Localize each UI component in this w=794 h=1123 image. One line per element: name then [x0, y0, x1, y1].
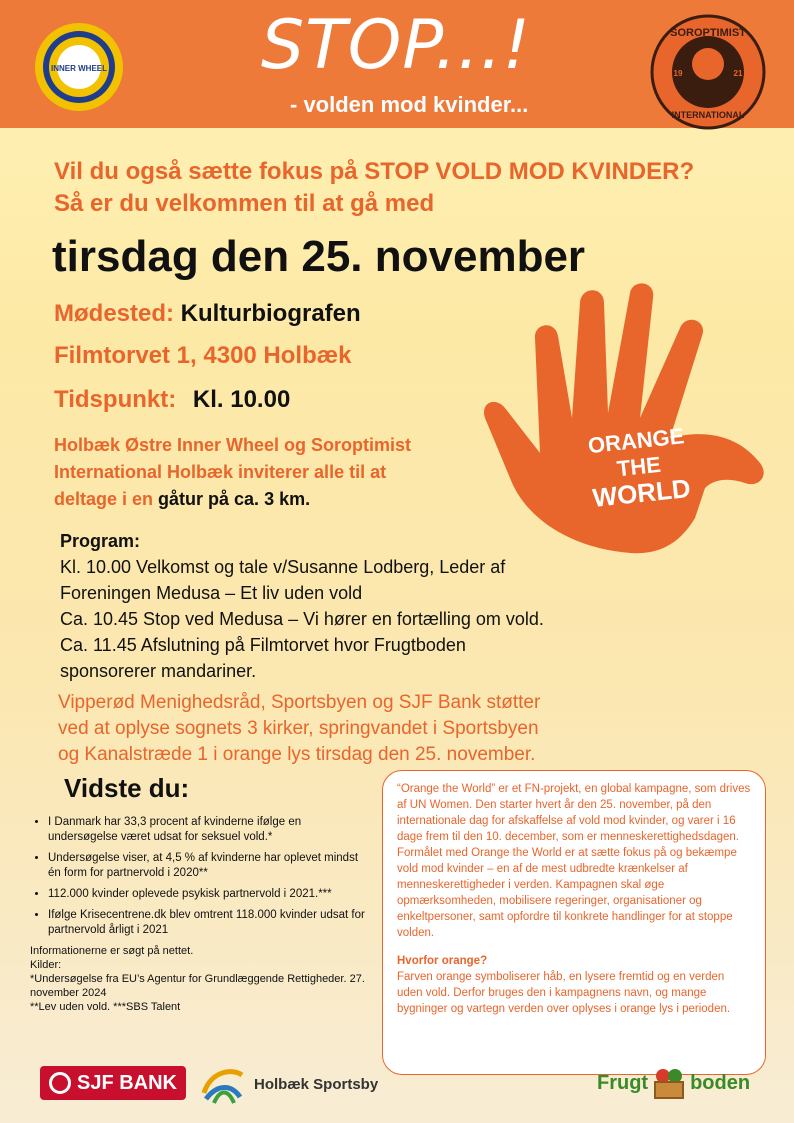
headline-line-2: Så er du velkommen til at gå med — [54, 190, 435, 217]
program — [60, 528, 660, 684]
frugtboden-name-1: Frugt — [597, 1071, 649, 1094]
fruit-crate-icon — [652, 1066, 686, 1100]
hand-text-line-2: THE — [615, 451, 662, 482]
orange-the-world-info-box — [382, 770, 766, 1075]
info-paragraph-2: Farven orange symboliserer håb, en lysere fremtid og en verden uden vold. Derfor bruges den i kampagnens navn, og mange bygninger og vartegn verden over oplyses i orange lys i perioden. — [397, 971, 731, 1015]
venue-address: Filmtorvet 1, 4300 Holbæk — [54, 342, 352, 369]
note-line: **Lev uden vold. ***SBS Talent — [30, 1001, 181, 1013]
support-line: ved at oplyse sognets 3 kirker, springvandet i Sportsbyen — [58, 718, 539, 739]
program-line: Ca. 11.45 Afslutning på Filmtorvet hvor Frugtboden — [60, 635, 466, 655]
headline — [54, 156, 694, 220]
sjf-bank-name: SJF BANK — [76, 1071, 177, 1094]
support-line: og Kanalstræde 1 i orange lys tirsdag den 25. november. — [58, 744, 536, 765]
venue-label: Mødested: — [54, 300, 174, 327]
facts-notes — [30, 944, 370, 1014]
program-title: Program: — [60, 531, 141, 551]
holbaek-sportsby-logo — [200, 1062, 378, 1106]
program-line: Ca. 10.45 Stop ved Medusa – Vi hører en fortælling om vold. — [60, 609, 544, 629]
sjf-bank-logo — [40, 1066, 186, 1100]
soroptimist-logo — [650, 14, 766, 130]
invitation-text — [54, 432, 474, 513]
time-line — [54, 386, 290, 414]
venue-line — [54, 300, 361, 328]
info-paragraph-1: “Orange the World” er et FN-projekt, en global kampagne, som drives af UN Women. Den starter hvert år den 25. november, på den internationale dag for afskaffelse af vold mod kvinder, og varer i 16 dage frem til den 10. december, som er menneskerettighedsdagen. Formålet med Orange the World er at sætte fokus på og bekæmpe vold mod kvinder – en af de mest udbredte krænkelser af menneskerettigheder i verden. Kampagnen skal øge opmærksomheden, mobilisere regeringer, organisationer og enkeltpersoner, samt opfordre til konkrete handlinger for at stoppe volden. — [397, 783, 751, 939]
page-title: STOP...! — [261, 6, 531, 85]
venue-name: Kulturbiografen — [180, 300, 361, 327]
page-subtitle: - volden mod kvinder... — [290, 92, 529, 117]
hand-text-line-1: ORANGE — [586, 423, 686, 459]
invitation-line-2: International Holbæk inviterer alle til at — [54, 462, 387, 482]
support-text — [58, 690, 618, 768]
invitation-line-3-black: gåtur på ca. 3 km. — [158, 489, 311, 509]
program-line: sponsorerer mandariner. — [60, 661, 257, 681]
inner-wheel-logo — [34, 22, 124, 112]
time-label: Tidspunkt: — [54, 386, 177, 413]
header-banner — [0, 0, 794, 128]
fact-item: • 112.000 kvinder oplevede psykisk partnervold i 2021.*** — [48, 887, 370, 902]
support-line: Vipperød Menighedsråd, Sportsbyen og SJF Bank støtter — [58, 692, 541, 713]
fact-item: • I Danmark har 33,3 procent af kvinderne ifølge en undersøgelse været udsat for seksuel vold.* — [48, 815, 370, 845]
invitation-line-1: Holbæk Østre Inner Wheel og Soroptimist — [54, 435, 412, 455]
note-line: Informationerne er søgt på nettet. — [30, 945, 194, 957]
frugtboden-name-2: boden — [690, 1071, 751, 1094]
invitation-line-3-orange: deltage i en — [54, 489, 159, 509]
facts-title: Vidste du: — [64, 773, 190, 803]
inner-wheel-logo-text: INNER WHEEL — [51, 64, 107, 73]
orange-hand-icon — [480, 278, 770, 558]
hand-text-line-3: WORLD — [591, 472, 692, 513]
program-line: Foreningen Medusa – Et liv uden vold — [60, 583, 363, 603]
time-value: Kl. 10.00 — [192, 386, 291, 413]
soroptimist-year-left: 19 — [673, 69, 683, 78]
soroptimist-logo-top-text: SOROPTIMIST — [670, 27, 746, 39]
frugtboden-logo — [597, 1066, 750, 1100]
note-line: *Undersøgelse fra EU’s Agentur for Grundlæggende Rettigheder. 27. november 2024 — [30, 973, 365, 999]
info-heading: Hvorfor orange? — [397, 955, 488, 967]
headline-line-1: Vil du også sætte fokus på STOP VOLD MOD KVINDER? — [54, 158, 695, 185]
soroptimist-logo-bottom-text: INTERNATIONAL — [671, 110, 745, 120]
fact-item: • Ifølge Krisecentrene.dk blev omtrent 118.000 kvinder udsat for partnervold årligt i 2021 — [48, 908, 370, 938]
sjf-bank-icon — [49, 1072, 71, 1094]
program-line: Kl. 10.00 Velkomst og tale v/Susanne Lodberg, Leder af — [60, 557, 506, 577]
sportsby-icon — [200, 1063, 246, 1105]
sportsby-name: Holbæk Sportsby — [254, 1075, 379, 1093]
invitation-line-3 — [54, 486, 474, 513]
fact-item: • Undersøgelse viser, at 4,5 % af kvinderne har oplevet mindst én form for partnervold i 2020** — [48, 851, 370, 881]
note-line: Kilder: — [30, 959, 62, 971]
event-date: tirsdag den 25. november — [52, 232, 586, 281]
facts-section — [30, 815, 370, 1014]
soroptimist-year-right: 21 — [733, 69, 743, 78]
